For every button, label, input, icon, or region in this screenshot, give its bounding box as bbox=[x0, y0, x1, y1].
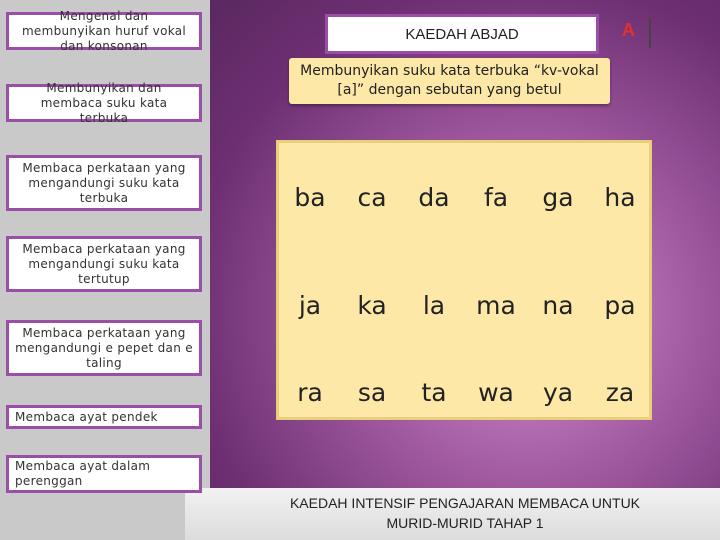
letter-mark: A bbox=[622, 20, 635, 40]
nav-item-ayat-perenggan[interactable]: Membaca ayat dalam perenggan bbox=[6, 455, 202, 493]
syllable-cell: wa bbox=[478, 378, 514, 407]
syllable-cell: da bbox=[418, 183, 450, 212]
nav-item-e-pepet-taling[interactable]: Membaca perkataan yang mengandungi e pepet dan e taling bbox=[6, 320, 202, 376]
syllable-cell: za bbox=[605, 378, 635, 407]
footer-caption bbox=[210, 493, 720, 533]
syllable-grid bbox=[276, 140, 652, 420]
syllable-cell: ha bbox=[604, 183, 636, 212]
syllable-cell: sa bbox=[357, 378, 387, 407]
syllable-cell: la bbox=[422, 291, 446, 320]
syllable-cell: ba bbox=[294, 183, 326, 212]
syllable-cell: fa bbox=[483, 183, 509, 212]
nav-item-suku-kata-terbuka[interactable]: Membunyikan dan membaca suku kata terbuka bbox=[6, 84, 202, 122]
syllable-cell: na bbox=[542, 291, 574, 320]
divider bbox=[649, 18, 651, 48]
syllable-cell: ga bbox=[542, 183, 574, 212]
nav-item-vokal-konsonan[interactable]: Mengenal dan membunyikan huruf vokal dan konsonan bbox=[6, 12, 202, 50]
nav-item-ayat-pendek[interactable]: Membaca ayat pendek bbox=[6, 405, 202, 429]
footer-line-1: KAEDAH INTENSIF PENGAJARAN MEMBACA UNTUK bbox=[289, 495, 641, 511]
nav-item-perkataan-tertutup[interactable]: Membaca perkataan yang mengandungi suku kata tertutup bbox=[6, 236, 202, 292]
syllable-cell: ca bbox=[357, 183, 387, 212]
syllable-cell: ja bbox=[298, 291, 322, 320]
footer-line-2: MURID-MURID TAHAP 1 bbox=[386, 515, 544, 531]
lesson-subtitle: Membunyikan suku kata terbuka “kv-vokal [a]” dengan sebutan yang betul bbox=[289, 58, 610, 104]
syllable-cell: ma bbox=[476, 291, 516, 320]
syllable-cell: ta bbox=[421, 378, 447, 407]
nav-item-perkataan-terbuka[interactable]: Membaca perkataan yang mengandungi suku kata terbuka bbox=[6, 155, 202, 211]
page-title: KAEDAH ABJAD bbox=[325, 14, 599, 54]
syllable-cell: ra bbox=[297, 378, 323, 407]
syllable-cell: pa bbox=[604, 291, 636, 320]
syllable-cell: ka bbox=[357, 291, 387, 320]
syllable-cell: ya bbox=[542, 378, 574, 407]
